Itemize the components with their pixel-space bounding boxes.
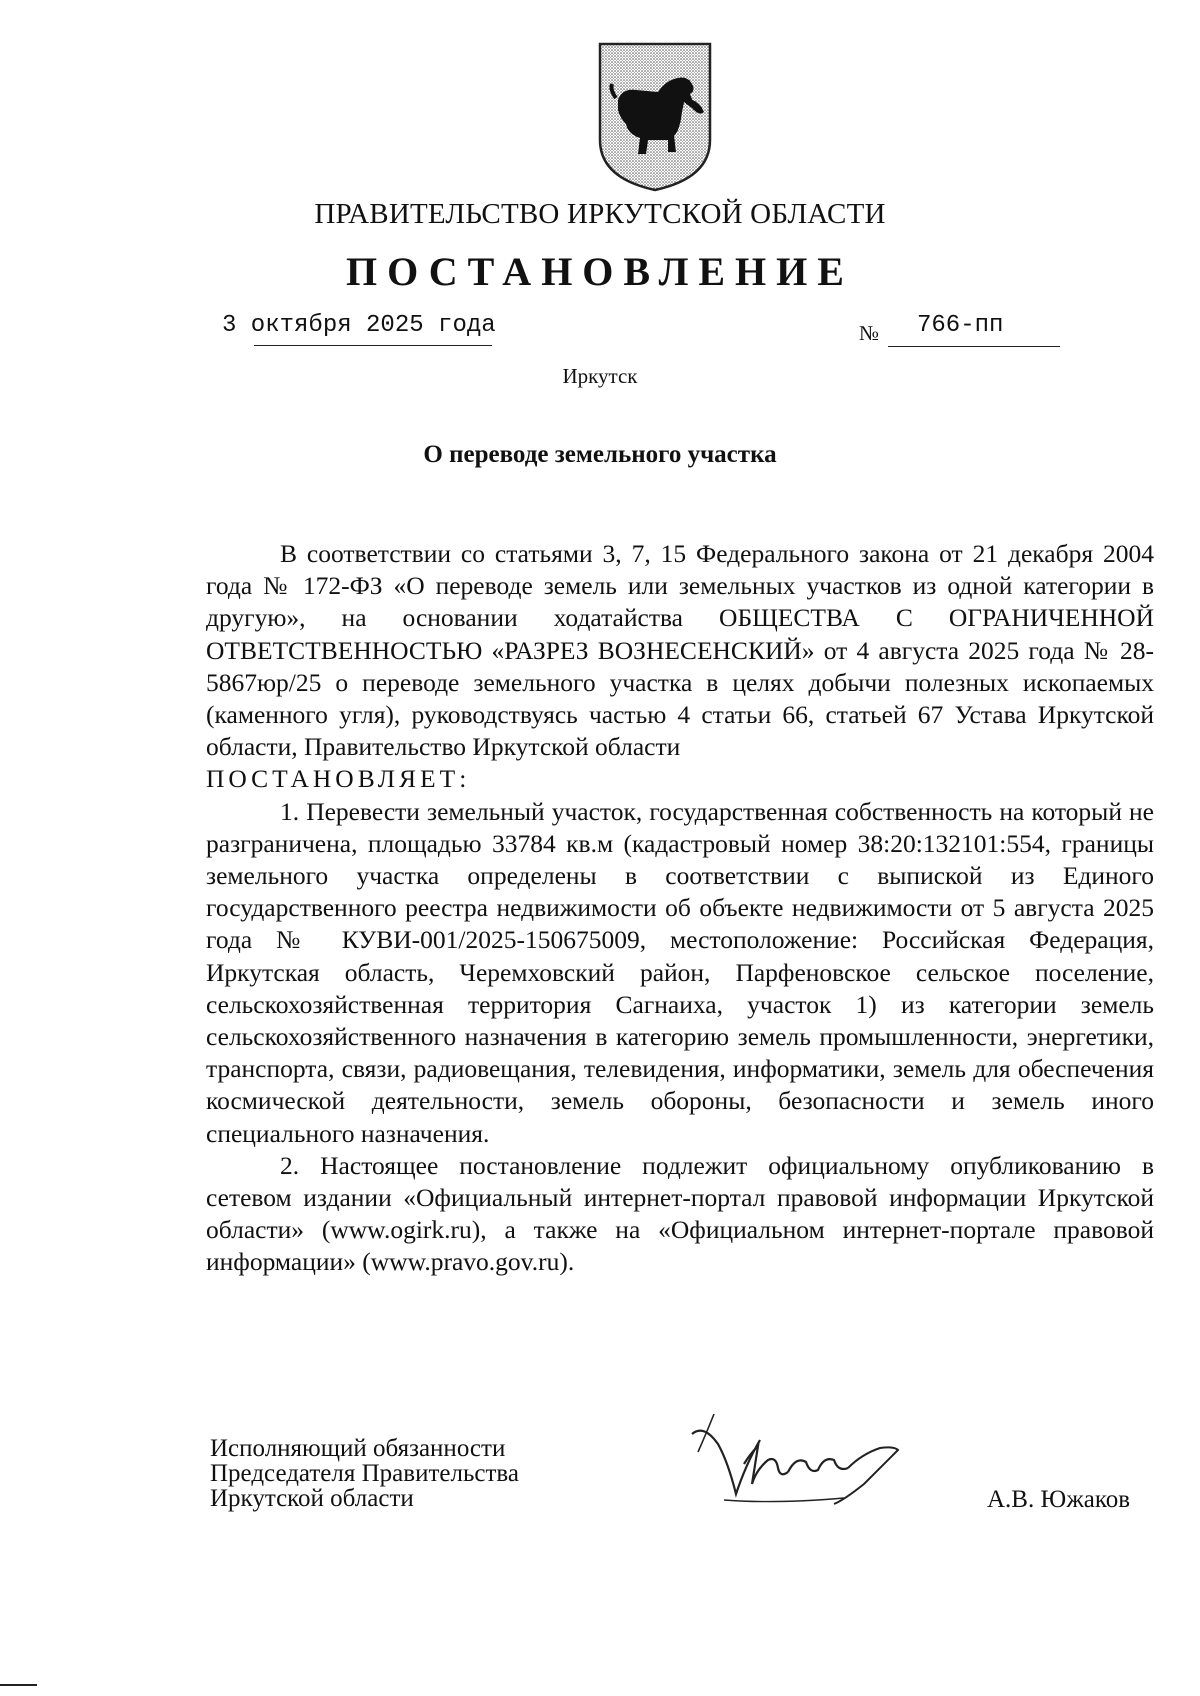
number-sign: №: [859, 321, 880, 345]
signer-position-line: Иркутской области: [210, 1485, 414, 1512]
signer-position-line: Исполняющий обязанности: [210, 1435, 506, 1462]
document-type: ПОСТАНОВЛЕНИЕ: [346, 249, 854, 294]
document-body: [206, 538, 1154, 1279]
number-underline: [888, 346, 1060, 347]
signer-position-line: Председателя Правительства: [210, 1460, 519, 1487]
signer-position: [210, 1436, 519, 1511]
irkutsk-coat-of-arms-icon: [596, 40, 714, 192]
handwritten-signature: [684, 1404, 924, 1514]
item-2: 2. Настоящее постановление подлежит официальному опубликованию в сетевом издании «Официальный интернет-портал правовой информации Иркутской области» (www.ogirk.ru), а также на «Официальном интернет-портале правовой информации» (www.pravo.gov.ru).: [206, 1150, 1154, 1277]
organization-name: ПРАВИТЕЛЬСТВО ИРКУТСКОЙ ОБЛАСТИ: [314, 198, 886, 230]
resolves-heading: ПОСТАНОВЛЯЕТ:: [206, 764, 471, 794]
item-1: 1. Перевести земельный участок, государственная собственность на который не разграничена, площадью 33784 кв.м (кадастровый номер 38:20:132101:554, границы земельного участка определены в соответствии с выпиской из Единого государственного реестра недвижимости об объекте недвижимости от 5 августа 2025 года № КУВИ-001/2025-150675009, местоположение: Российская Федерация, Иркутская область, Черемховский район, Парфеновское сельское поселение, сельскохозяйственная территория Сагнаиха, участок 1) из категории земель сельскохозяйственного назначения в категорию земель промышленности, энергетики, транспорта, связи, радиовещания, телевидения, информатики, земель для обеспечения космической деятельности, земель обороны, безопасности и земель иного специального назначения.: [206, 796, 1154, 1148]
city: Иркутск: [562, 364, 638, 388]
signer-name: А.В. Южаков: [987, 1486, 1131, 1513]
preamble: В соответствии со статьями 3, 7, 15 Федерального закона от 21 декабря 2004 года № 172-ФЗ «О переводе земель или земельных участков из одной категории в другую», на основании ходатайства ОБЩЕСТВА С ОГРАНИЧЕННОЙ ОТВЕТСТВЕННОСТЬЮ «РАЗРЕЗ ВОЗНЕСЕНСКИЙ» от 4 августа 2025 года № 28-5867юр/25 о переводе земельного участка в целях добычи полезных ископаемых (каменного угля), руководствуясь частью 4 статьи 66, статьей 67 Устава Иркутской области, Правительство Иркутской области: [206, 539, 1154, 762]
date-underline: [254, 345, 492, 346]
document-title: О переводе земельного участка: [423, 441, 777, 468]
margin-mark: [0, 1684, 37, 1686]
document-number: 766-пп: [917, 312, 1004, 339]
document-date: 3 октября 2025 года: [222, 312, 496, 339]
